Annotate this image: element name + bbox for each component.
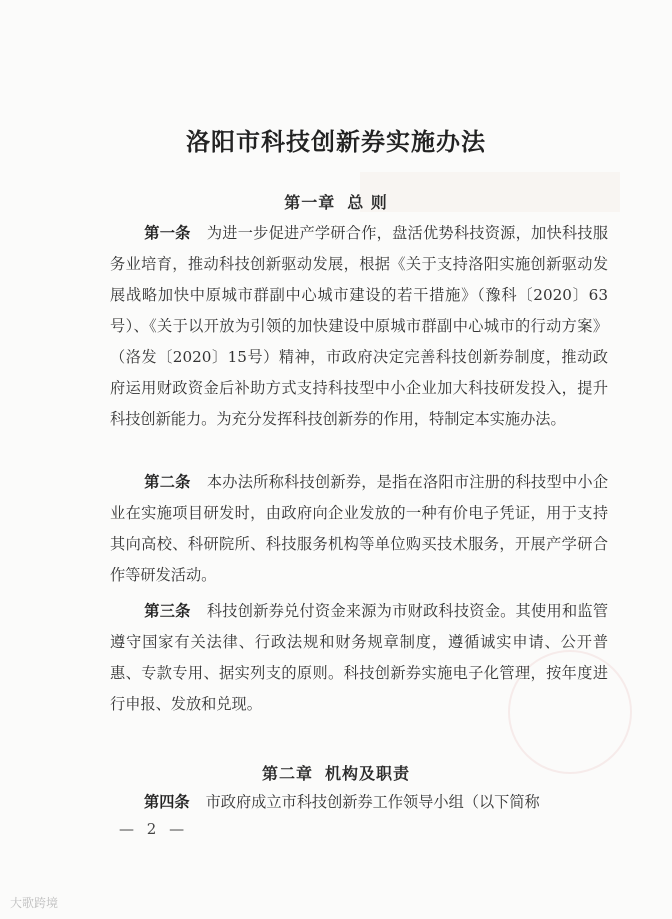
article-1 — [110, 218, 608, 435]
document-title: 洛阳市科技创新券实施办法 — [186, 128, 486, 156]
article-3 — [110, 596, 608, 720]
watermark-text: 大歌跨境 — [10, 896, 59, 910]
article-3-text: 科技创新券兑付资金来源为市财政科技资金。其使用和监管遵守国家有关法律、行政法规和财务规章制度，遵循诚实申请、公开普惠、专款专用、据实列支的原则。科技创新券实施电子化管理，按年度进行申报、发放和兑现。 — [110, 602, 609, 713]
chapter-2-heading — [0, 761, 672, 784]
chapter-2-name: 机构及职责 — [325, 764, 411, 783]
article-3-label: 第三条 — [144, 602, 191, 620]
article-2-text: 本办法所称科技创新券，是指在洛阳市注册的科技型中小企业在实施项目研发时，由政府向企业发放的一种有价电子凭证，用于支持其向高校、科研院所、科技服务机构等单位购买技术服务，开展产学研合作等研发活动。 — [110, 473, 609, 584]
article-1-text: 为进一步促进产学研合作，盘活优势科技资源，加快科技服务业培育，推动科技创新驱动发展，根据《关于支持洛阳实施创新驱动发展战略加快中原城市群副中心城市建设的若干措施》（豫科〔2020〕63号）、《关于以开放为引领的加快建设中原城市群副中心城市的行动方案》（洛发〔2020〕15号）精神，市政府决定完善科技创新券制度，推动政府运用财政资金后补助方式支持科技型中小企业加大科技研发投入，提升科技创新能力。为充分发挥科技创新券的作用，特制定本实施办法。 — [110, 224, 609, 428]
chapter-1-number: 第一章 — [284, 193, 336, 212]
article-2 — [110, 467, 608, 591]
article-2-label: 第二条 — [144, 473, 191, 491]
article-4-label: 第四条 — [144, 793, 190, 811]
chapter-1-name: 总 则 — [347, 193, 388, 212]
page-number: — 2 — — [119, 820, 189, 838]
chapter-1-heading — [0, 190, 672, 213]
article-1-label: 第一条 — [144, 224, 191, 242]
article-4-text: 市政府成立市科技创新券工作领导小组（以下简称 — [205, 793, 540, 811]
article-4 — [110, 787, 608, 818]
chapter-2-number: 第二章 — [261, 764, 313, 783]
